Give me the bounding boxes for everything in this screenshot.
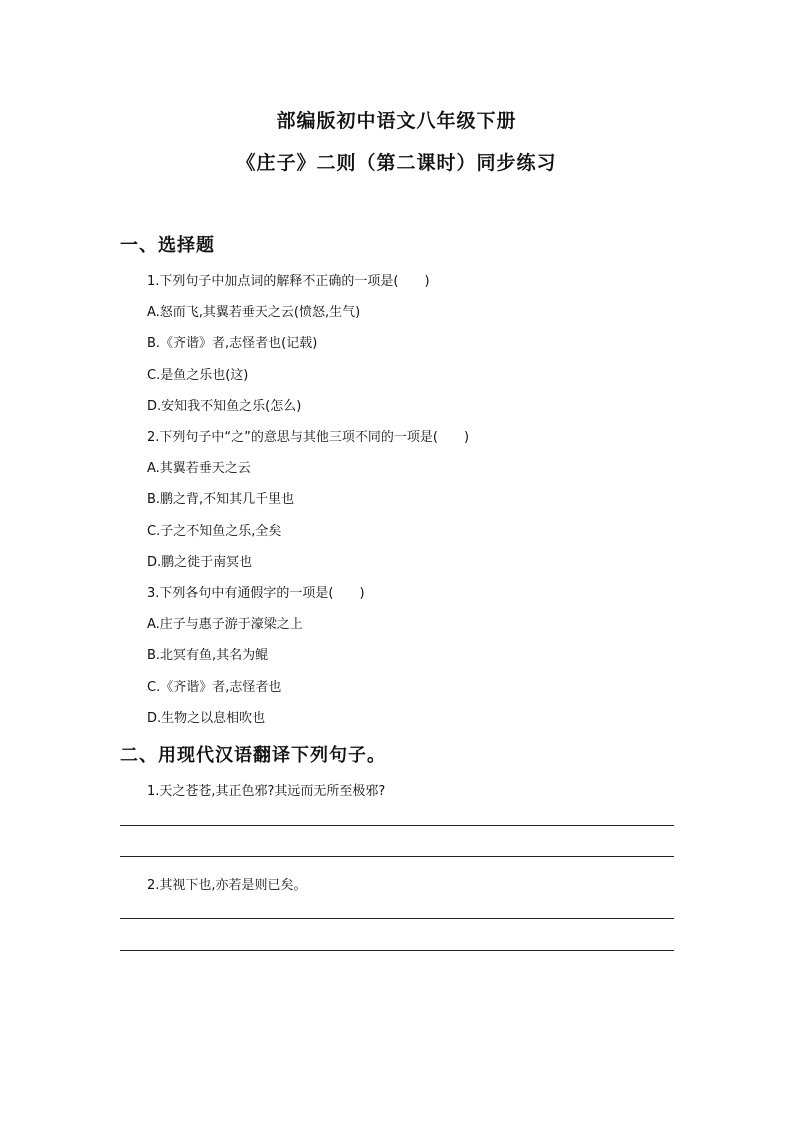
answer-line-2 xyxy=(120,856,674,857)
answer-line-4 xyxy=(120,950,674,951)
document-title: 部编版初中语文八年级下册 xyxy=(276,110,517,132)
document-subtitle: 《庄子》二则（第二课时）同步练习 xyxy=(236,152,557,174)
question-2-option-a: A.其翼若垂天之云 xyxy=(147,461,251,476)
answer-line-3 xyxy=(120,918,674,919)
question-1-option-c: C.是鱼之乐也(这) xyxy=(147,368,249,383)
question-3-option-d: D.生物之以息相吹也 xyxy=(147,711,266,726)
translation-item-2: 2.其视下也,亦若是则已矣。 xyxy=(147,878,307,893)
answer-line-1 xyxy=(120,825,674,826)
question-1-option-b: B.《齐谐》者,志怪者也(记载) xyxy=(147,336,318,351)
translation-item-1: 1.天之苍苍,其正色邪?其远而无所至极邪? xyxy=(147,784,386,799)
question-3-option-a: A.庄子与惠子游于濠梁之上 xyxy=(147,617,303,632)
question-3-option-b: B.北冥有鱼,其名为鲲 xyxy=(147,648,269,663)
question-2-option-b: B.鹏之背,不知其几千里也 xyxy=(147,492,295,507)
section-heading-choice: 一、选择题 xyxy=(120,235,215,256)
question-2-option-d: D.鹏之徙于南冥也 xyxy=(147,555,253,570)
question-1-option-d: D.安知我不知鱼之乐(怎么) xyxy=(147,399,302,414)
section-heading-translation: 二、用现代汉语翻译下列句子。 xyxy=(120,745,386,766)
question-3-stem: 3.下列各句中有通假字的一项是( ) xyxy=(147,586,365,601)
question-1-stem: 1.下列句子中加点词的解释不正确的一项是( ) xyxy=(147,274,430,289)
question-1-option-a: A.怒而飞,其翼若垂天之云(愤怒,生气) xyxy=(147,305,361,320)
question-2-stem: 2.下列句子中“之”的意思与其他三项不同的一项是( ) xyxy=(147,430,470,445)
question-3-option-c: C.《齐谐》者,志怪者也 xyxy=(147,680,282,695)
question-2-option-c: C.子之不知鱼之乐,全矣 xyxy=(147,524,282,539)
